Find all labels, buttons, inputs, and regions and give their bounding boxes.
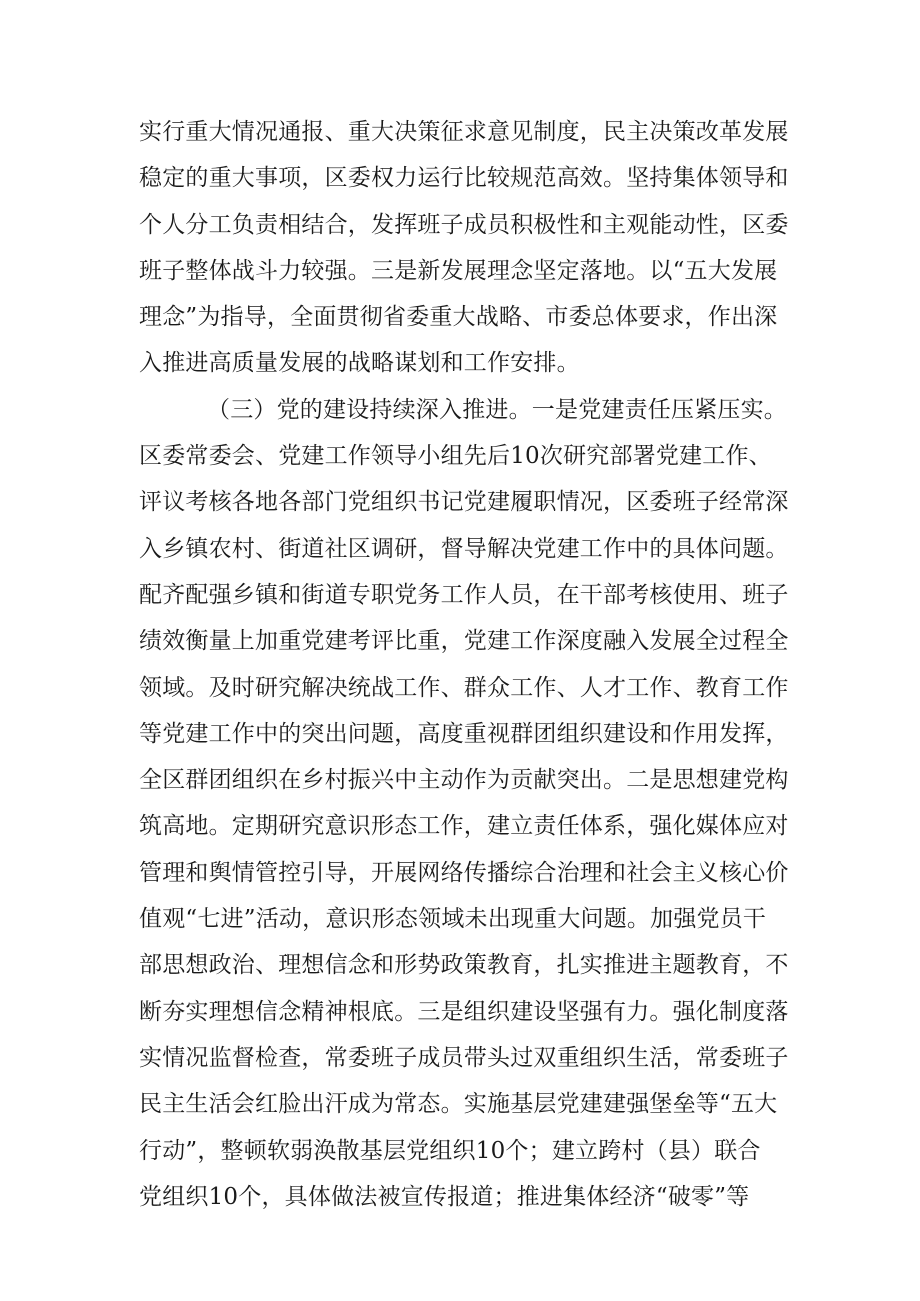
text-line-5: 理念”为指导，全面贯彻省委重大战略、市委总体要求，作出深 [139, 304, 778, 331]
text-line-19: 部思想政治、理想信念和形势政策教育，扎实推进主题教育，不 [139, 952, 789, 979]
text-line-3: 个人分工负责相结合，发挥班子成员积极性和主观能动性，区委 [139, 211, 789, 238]
text-line-14: 等党建工作中的突出问题，高度重视群团组织建设和作用发挥， [139, 720, 789, 747]
body-text [139, 109, 799, 1220]
text-line-12: 绩效衡量上加重党建考评比重，党建工作深度融入发展全过程全 [139, 628, 789, 655]
text-line-15: 全区群团组织在乡村振兴中主动作为贡献突出。二是思想建党构 [139, 767, 789, 794]
text-line-6: 入推进高质量发展的战略谋划和工作安排。 [139, 350, 580, 377]
text-line-23: 行动”，整顿软弱涣散基层党组织10个；建立跨村（县）联合 [139, 1137, 761, 1164]
section-heading-line: （三）党的建设持续深入推进。一是党建责任压紧压实。 [207, 396, 787, 423]
text-line-11: 配齐配强乡镇和街道专职党务工作人员，在干部考核使用、班子 [139, 581, 789, 608]
text-line-4: 班子整体战斗力较强。三是新发展理念坚定落地。以“五大发展 [139, 257, 778, 284]
text-line-8: 区委常委会、党建工作领导小组先后10次研究部署党建工作、 [139, 443, 772, 470]
text-line-1: 实行重大情况通报、重大决策征求意见制度，民主决策改革发展 [139, 119, 789, 145]
text-line-16: 筑高地。定期研究意识形态工作，建立责任体系，强化媒体应对 [139, 813, 789, 840]
text-line-9: 评议考核各地各部门党组织书记党建履职情况，区委班子经常深 [139, 489, 789, 516]
text-line-21: 实情况监督检查，常委班子成员带头过双重组织生活，常委班子 [139, 1044, 789, 1071]
text-line-13: 领域。及时研究解决统战工作、群众工作、人才工作、教育工作 [139, 674, 789, 701]
text-line-18: 值观“七进”活动，意识形态领域未出现重大问题。加强党员干 [139, 906, 767, 933]
text-line-24: 党组织10个，具体做法被宣传报道；推进集体经济“破零”等 [139, 1183, 750, 1210]
text-line-2: 稳定的重大事项，区委权力运行比较规范高效。坚持集体领导和 [139, 165, 789, 192]
text-line-22: 民主生活会红脸出汗成为常态。实施基层党建建强堡垒等“五大 [139, 1091, 778, 1118]
text-line-17: 管理和舆情管控引导，开展网络传播综合治理和社会主义核心价 [139, 859, 789, 886]
text-line-10: 入乡镇农村、街道社区调研，督导解决党建工作中的具体问题。 [139, 535, 789, 562]
text-line-20: 断夯实理想信念精神根底。三是组织建设坚强有力。强化制度落 [139, 998, 789, 1025]
